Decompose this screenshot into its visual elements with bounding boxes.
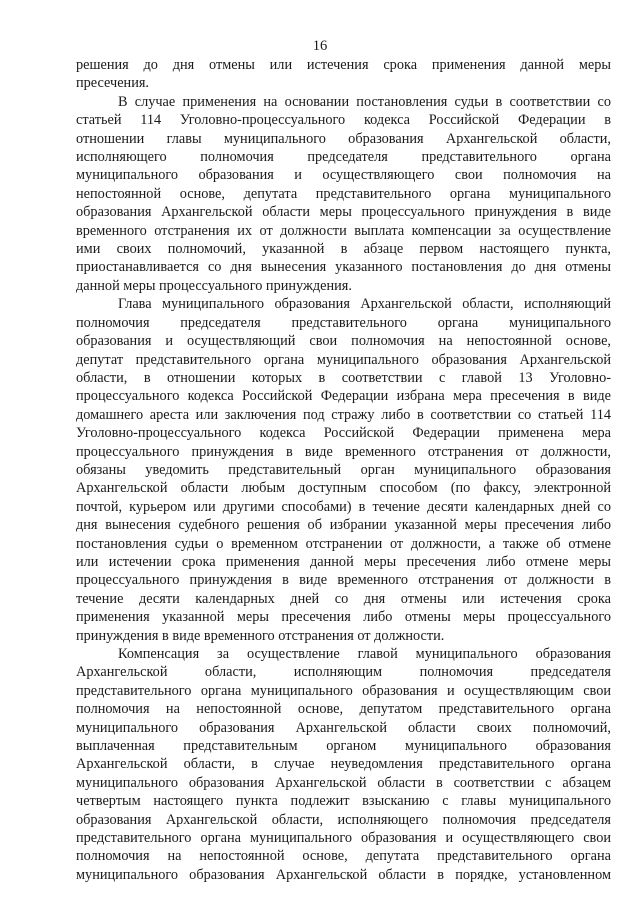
text-line: процессуального принуждения в виде временного отстранения от должности, bbox=[76, 443, 611, 460]
text-line: приостанавливается со дня вынесения указанного постановления до дня отмены bbox=[76, 259, 611, 276]
text-line: принуждения в виде временного отстранения от должности. bbox=[76, 627, 445, 644]
text-line: применения указанной меры пресечения либо отмены меры процессуального bbox=[76, 609, 611, 626]
text-line: четвертым настоящего пункта подлежит взысканию с главы муниципального bbox=[76, 793, 611, 810]
text-line: постановления судьи о временном отстранении от должности, а также об отмене bbox=[76, 535, 611, 552]
text-line: исполняющего полномочия председателя представительного органа bbox=[76, 149, 611, 166]
text-line: области, в отношении которых в соответствии с главой 13 Уголовно- bbox=[76, 369, 611, 386]
text-line: домашнего ареста или заключения под стражу либо в соответствии со статьей 114 bbox=[76, 406, 611, 423]
text-line: процессуального кодекса Российской Федерации избрана мера пресечения в виде bbox=[76, 388, 611, 405]
text-line: полномочия председателя представительного органа муниципального bbox=[76, 314, 611, 331]
text-line: образования Архангельской области меры процессуального принуждения в виде bbox=[76, 204, 611, 221]
text-line: полномочия на непостоянной основе, депутатом представительного органа bbox=[76, 701, 611, 718]
text-line: представительного органа муниципального образования и осуществляющего свои bbox=[76, 830, 611, 847]
text-line: муниципального образования Архангельской области в соответствии с абзацем bbox=[76, 774, 611, 791]
text-line: муниципального образования и осуществляющего свои полномочия на bbox=[76, 167, 611, 184]
paragraph bbox=[76, 56, 611, 93]
text-line: образования и осуществляющий свои полномочия на непостоянной основе, bbox=[76, 333, 611, 350]
text-line: представительного органа муниципального образования и осуществляющим свои bbox=[76, 682, 611, 699]
text-line: Компенсация за осуществление главой муниципального образования bbox=[118, 646, 611, 662]
text-line: Глава муниципального образования Архангельской области, исполняющий bbox=[118, 296, 611, 313]
text-line: отношении главы муниципального образования Архангельской области, bbox=[76, 130, 611, 147]
text-line: образования Архангельской области, исполняющего полномочия председателя bbox=[76, 811, 611, 828]
text-line: решения до дня отмены или истечения срока применения данной меры bbox=[76, 57, 611, 73]
paragraph bbox=[76, 93, 611, 295]
text-line: муниципального образования Архангельской области своих полномочий, bbox=[76, 719, 611, 736]
text-line: пресечения. bbox=[76, 75, 149, 92]
text-line: или истечении срока применения данной меры пресечения либо отмене меры bbox=[76, 553, 611, 570]
text-line: Уголовно-процессуального кодекса Российской Федерации применена мера bbox=[76, 425, 611, 442]
text-line: процессуального принуждения в виде временного отстранения от должности в bbox=[76, 572, 611, 589]
page-number: 16 bbox=[312, 38, 328, 54]
text-line: Архангельской области любым доступным способом (по факсу, электронной bbox=[76, 480, 611, 497]
text-line: непостоянной основе, депутата представительного органа муниципального bbox=[76, 185, 611, 202]
paragraph bbox=[76, 645, 611, 884]
text-line: выплаченная представительным органом муниципального образования bbox=[76, 738, 611, 755]
document-body bbox=[76, 56, 611, 884]
text-line: муниципального образования Архангельской области в порядке, установленном bbox=[76, 866, 611, 883]
text-line: депутат представительного органа муниципального образования Архангельской bbox=[76, 351, 611, 368]
text-line: временного отстранения их от должности выплата компенсации за осуществление bbox=[76, 222, 611, 239]
text-line: течение десяти календарных дней со дня отмены или истечения срока bbox=[76, 590, 611, 607]
paragraph bbox=[76, 295, 611, 645]
text-line: ими своих полномочий, указанной в абзаце первом настоящего пункта, bbox=[76, 241, 611, 258]
text-line: В случае применения на основании постановления судьи в соответствии со bbox=[118, 93, 611, 110]
text-line: данной меры процессуального принуждения. bbox=[76, 277, 352, 294]
text-line: дня вынесения судебного решения об избрании указанной меры пресечения либо bbox=[76, 517, 611, 534]
text-line: Архангельской области, в случае неуведомления представительного органа bbox=[76, 756, 611, 773]
text-line: почтой, курьером или другими способами) в течение десяти календарных дней со bbox=[76, 498, 611, 515]
text-line: обязаны уведомить представительный орган муниципального образования bbox=[76, 461, 611, 478]
text-line: статьей 114 Уголовно-процессуального кодекса Российской Федерации в bbox=[76, 112, 611, 129]
text-line: полномочия на непостоянной основе, депутата представительного органа bbox=[76, 848, 611, 865]
text-line: Архангельской области, исполняющим полномочия председателя bbox=[76, 664, 611, 681]
